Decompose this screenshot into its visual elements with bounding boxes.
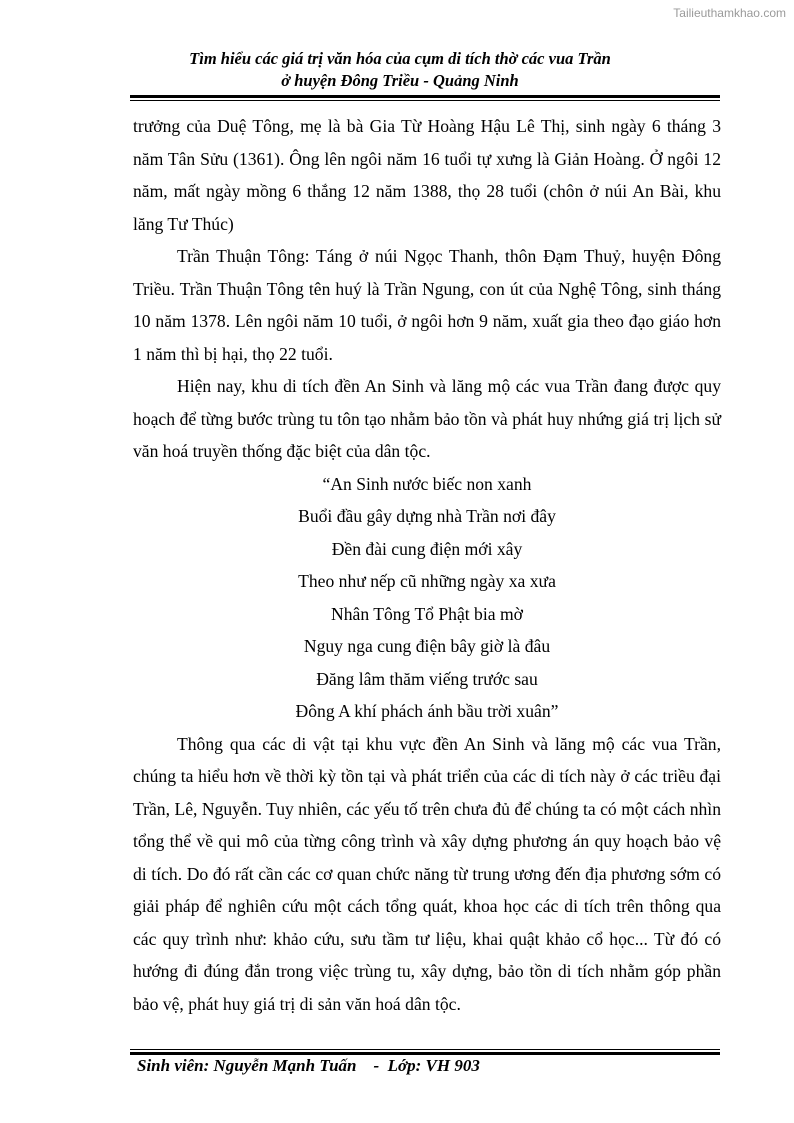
verse-line: Buổi đầu gây dựng nhà Trần nơi đây bbox=[298, 506, 556, 526]
verse-line: Nhân Tông Tổ Phật bia mờ bbox=[331, 603, 523, 624]
document-body bbox=[133, 110, 721, 1020]
verse-line: “An Sinh nước biếc non xanh bbox=[322, 473, 532, 494]
paragraph-3: Hiện nay, khu di tích đền An Sinh và lăng mộ các vua Trần đang được quy hoạch để từng bước trùng tu tôn tạo nhằm bảo tồn và phát huy nhứng giá trị lịch sử văn hoá truyền thống đặc biệt của dân tộc. bbox=[133, 376, 721, 461]
verse-line: Đông A khí phách ánh bầu trời xuân” bbox=[295, 701, 559, 721]
paragraph-4: Thông qua các di vật tại khu vực đền An Sinh và lăng mộ các vua Trần, chúng ta hiểu hơn về thời kỳ tồn tại và phát triển của các di tích này ở các triều đại Trần, Lê, Nguyễn. Tuy nhiên, các yếu tố trên chưa đủ để chúng ta có một cách nhìn tổng thể về qui mô của từng công trình và xây dựng phương án quy hoạch bảo vệ di tích. Do đó rất cần các cơ quan chức năng từ trung ương đến địa phương sớm có giải pháp để nghiên cứu một cách tổng quát, khoa học các di tích trên thông qua các quy trình như: khảo cứu, sưu tầm tư liệu, khai quật khảo cổ học... Từ đó có hướng đi đúng đắn trong việc trùng tu, xây dựng, bảo tồn di tích nhằm góp phần bảo vệ, phát huy giá trị di sản văn hoá dân tộc. bbox=[133, 733, 721, 1014]
verse-line: Đền đài cung điện mới xây bbox=[331, 538, 523, 559]
header-divider bbox=[130, 95, 720, 101]
page-header bbox=[130, 48, 670, 92]
verse-line: Theo như nếp cũ những ngày xa xưa bbox=[298, 571, 556, 591]
footer-divider bbox=[130, 1049, 720, 1055]
header-title-line-1: Tìm hiểu các giá trị văn hóa của cụm di tích thờ các vua Trần bbox=[189, 49, 611, 68]
header-title-line-2: ở huyện Đông Triều - Quảng Ninh bbox=[281, 71, 519, 90]
verse-line: Nguy nga cung điện bây giờ là đâu bbox=[303, 636, 551, 656]
paragraph-2: Trần Thuận Tông: Táng ở núi Ngọc Thanh, thôn Đạm Thuỷ, huyện Đông Triều. Trần Thuận Tông tên huý là Trần Ngung, con út của Nghệ Tông, sinh tháng 10 năm 1378. Lên ngôi năm 10 tuổi, ở ngôi hơn 9 năm, xuất gia theo đạo giáo hơn 1 năm thì bị hại, thọ 22 tuổi. bbox=[133, 246, 721, 364]
page-footer: Sinh viên: Nguyễn Mạnh Tuấn - Lớp: VH 903 bbox=[137, 1056, 480, 1075]
paragraph-1: trưởng của Duệ Tông, mẹ là bà Gia Từ Hoàng Hậu Lê Thị, sinh ngày 6 tháng 3 năm Tân Sửu (1361). Ông lên ngôi năm 16 tuổi tự xưng là Giản Hoàng. Ở ngôi 12 năm, mất ngày mồng 6 thắng 12 năm 1388, thọ 28 tuổi (chôn ở núi An Bài, khu lăng Tư Thúc) bbox=[133, 116, 721, 234]
poem-verse bbox=[133, 468, 721, 728]
watermark-text: Tailieuthamkhao.com bbox=[673, 6, 786, 20]
verse-line: Đăng lâm thăm viếng trước sau bbox=[316, 668, 538, 689]
